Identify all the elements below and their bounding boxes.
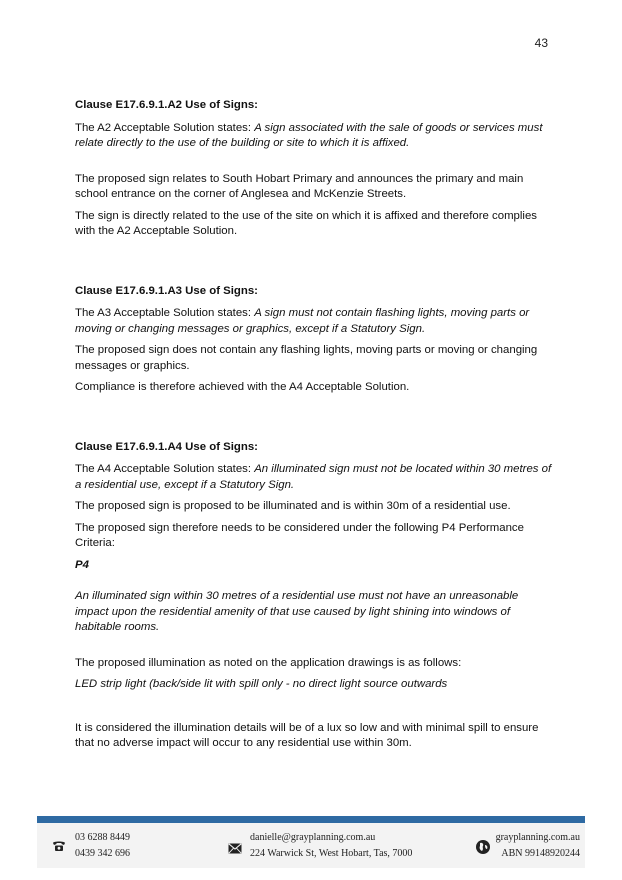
footer-phone-1[interactable]: 03 6288 8449 bbox=[75, 832, 130, 843]
footer-phone-block bbox=[75, 830, 130, 862]
clause-a3-intro bbox=[75, 306, 553, 337]
clause-a4-para2: The proposed sign therefore needs to be considered under the following P4 Performance Criteria: bbox=[75, 521, 524, 549]
telephone-icon bbox=[52, 839, 66, 853]
clause-a4-heading: Clause E17.6.9.1.A4 Use of Signs: bbox=[75, 440, 258, 453]
clause-a3-para1: The proposed sign does not contain any flashing lights, moving parts or moving or changing messages or graphics. bbox=[75, 344, 538, 372]
clause-a2-intro bbox=[75, 121, 553, 152]
clause-a4-para4: It is considered the illumination details will be of a lux so low and with minimal spill to ensure that no adverse impact will occur to any residential use within 30m. bbox=[75, 721, 539, 749]
clause-a2-heading: Clause E17.6.9.1.A2 Use of Signs: bbox=[75, 99, 258, 111]
clause-a2-para1: The proposed sign relates to South Hobart Primary and announces the primary and main school entrance on the corner of Anglesea and McKenzie Streets. bbox=[75, 172, 524, 200]
clause-a4-intro bbox=[75, 462, 553, 493]
footer-accent-bar bbox=[37, 816, 585, 823]
clause-a4-intro-quote: An illuminated sign must not be located within 30 metres of a residential use, except if a Statutory Sign. bbox=[75, 463, 552, 491]
page-number: 43 bbox=[534, 36, 548, 50]
clause-a4-para3: The proposed illumination as noted on the application drawings is as follows: bbox=[75, 656, 462, 669]
p4-criteria-text: An illuminated sign within 30 metres of a residential use must not have an unreasonable impact upon the residential amenity of that use caused by light shining into windows of habitable rooms. bbox=[75, 590, 519, 633]
clause-a3-heading: Clause E17.6.9.1.A3 Use of Signs: bbox=[75, 284, 258, 297]
globe-icon bbox=[476, 840, 490, 854]
document-body bbox=[75, 98, 553, 758]
footer-abn: ABN 99148920244 bbox=[501, 848, 580, 859]
footer-website-link[interactable]: grayplanning.com.au bbox=[495, 832, 580, 843]
clause-a2-intro-quote: A sign associated with the sale of goods or services must relate directly to the use of the building or site to which it is affixed. bbox=[75, 121, 543, 149]
footer-address: 224 Warwick St, West Hobart, Tas, 7000 bbox=[250, 848, 413, 859]
clause-a3-intro-quote: A sign must not contain flashing lights, moving parts or moving or changing messages or graphics, except if a Statutory Sign. bbox=[75, 307, 530, 335]
clause-a3-para2: Compliance is therefore achieved with the A4 Acceptable Solution. bbox=[75, 381, 410, 393]
footer-phone-2[interactable]: 0439 342 696 bbox=[75, 848, 130, 859]
led-note: LED strip light (back/side lit with spill only - no direct light source outwards bbox=[75, 678, 448, 690]
footer-contact-block bbox=[250, 830, 412, 862]
envelope-icon bbox=[228, 841, 242, 855]
clause-a4-para1: The proposed sign is proposed to be illuminated and is within 30m of a residential use. bbox=[75, 500, 511, 512]
clause-a3-intro-prefix: The A3 Acceptable Solution states: bbox=[75, 307, 255, 319]
clause-a2-para2: The sign is directly related to the use of the site on which it is affixed and therefore complies with the A2 Acceptable Solution. bbox=[75, 209, 537, 237]
clause-a4-intro-prefix: The A4 Acceptable Solution states: bbox=[75, 463, 255, 475]
footer-email-link[interactable]: danielle@grayplanning.com.au bbox=[250, 832, 376, 843]
footer-web-block bbox=[496, 830, 580, 862]
clause-a2-intro-prefix: The A2 Acceptable Solution states: bbox=[75, 121, 255, 134]
p4-label: P4 bbox=[75, 558, 89, 571]
